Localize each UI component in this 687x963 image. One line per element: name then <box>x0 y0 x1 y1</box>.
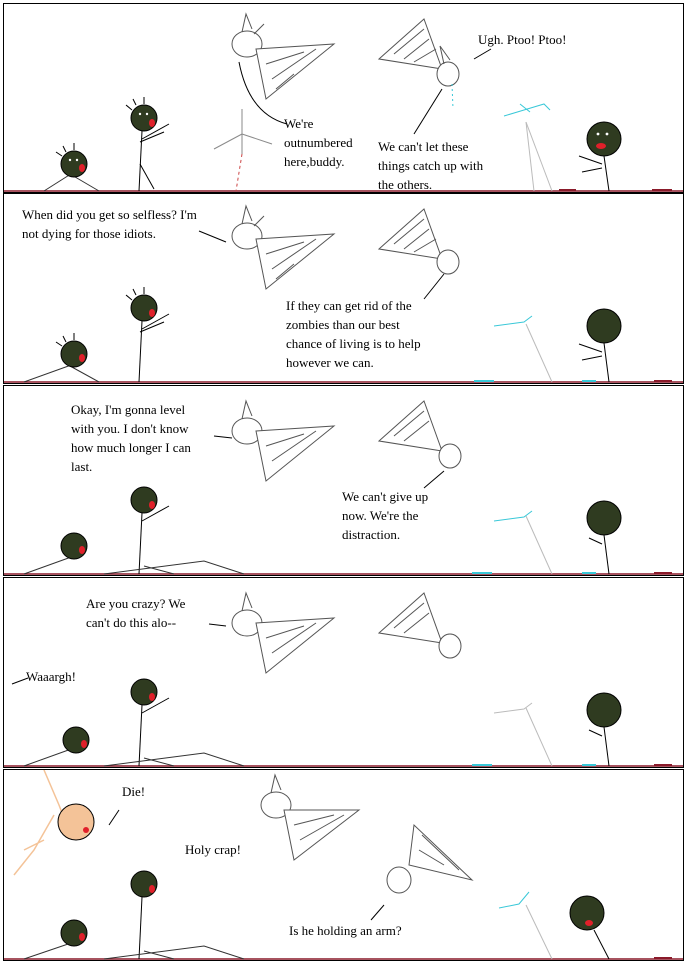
caption: Okay, I'm gonna level with you. I don't know how much longer I can last. <box>71 402 191 474</box>
zombie-right <box>579 309 621 382</box>
bird-creature-left <box>232 593 334 673</box>
zombie-tall <box>104 871 244 959</box>
survivor-stickman <box>214 109 272 191</box>
zombie-right <box>587 501 621 574</box>
caption: Are you crazy? We can't do this alo-- <box>86 596 186 630</box>
caption: Holy crap! <box>185 842 241 857</box>
bird-creature-right <box>379 401 461 468</box>
comic-panel-1 <box>3 3 684 193</box>
bird-creature-left <box>232 206 334 289</box>
caption: Waaargh! <box>26 669 76 684</box>
zombie-small <box>24 533 87 574</box>
comic-panel-3 <box>3 385 684 576</box>
caption: If they can get rid of the zombies than our best chance of living is to help however we can. <box>286 298 421 370</box>
zombie-small <box>24 333 99 382</box>
zombie-small <box>24 920 87 959</box>
zombie-small <box>44 143 99 191</box>
caption: We can't let these things catch up with the others. <box>378 139 484 192</box>
comic-panel-4 <box>3 577 684 768</box>
comic-panel-2 <box>3 193 684 384</box>
caption: We can't give up now. We're the distraction. <box>342 489 429 542</box>
caption: Is he holding an arm? <box>289 923 402 938</box>
comic-panel-5 <box>3 769 684 961</box>
bird-creature-right <box>379 209 459 274</box>
zombie-tall <box>104 679 244 766</box>
caption: Ugh. Ptoo! Ptoo! <box>478 32 567 47</box>
caption: Die! <box>122 784 146 799</box>
pencil-figure <box>472 703 672 766</box>
caption: We're outnumbered here,buddy. <box>284 116 353 169</box>
zombie-small <box>24 727 89 766</box>
zombie-right <box>570 896 609 959</box>
pencil-figure <box>504 104 672 191</box>
pencil-figure <box>474 316 672 382</box>
bird-creature-left <box>232 14 334 99</box>
zombie-tall <box>126 287 169 382</box>
human-attacker <box>14 770 94 875</box>
zombie-tall <box>104 487 244 574</box>
bird-creature-left <box>261 775 359 860</box>
caption: When did you get so selfless? I'm not dying for those idiots. <box>22 207 197 241</box>
zombie-right <box>587 693 621 766</box>
pencil-figure <box>472 511 672 574</box>
zombie-right <box>579 122 621 191</box>
bird-creature-right <box>379 593 461 658</box>
bird-creature-right <box>379 19 459 86</box>
bird-creature-left <box>232 401 334 481</box>
zombie-tall <box>126 97 169 191</box>
bird-creature-right <box>387 825 472 893</box>
